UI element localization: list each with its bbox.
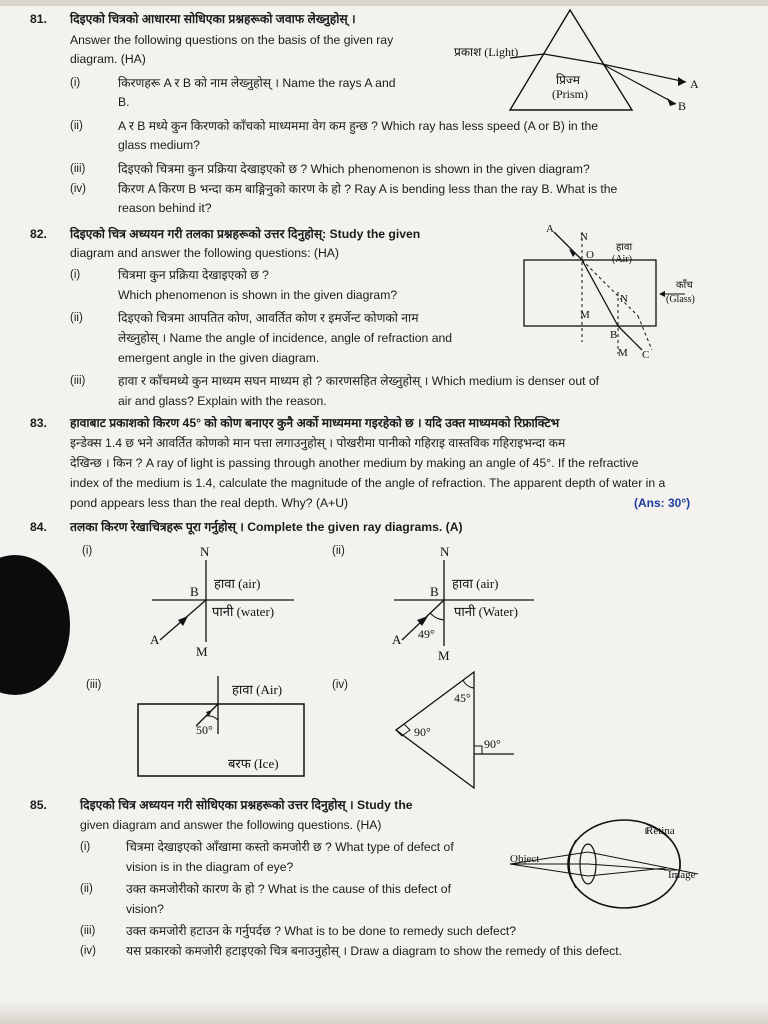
label-b: B	[190, 584, 199, 599]
label-a: A	[546, 223, 554, 235]
q82-number: 82.	[30, 227, 47, 241]
ray-diagram-iv	[388, 666, 528, 792]
q85-number: 85.	[30, 798, 47, 812]
q81-iii-number: (iii)	[70, 163, 86, 175]
arrow-b	[667, 98, 676, 106]
q82-i-number: (i)	[70, 269, 81, 281]
lateral-shift-line	[638, 316, 652, 350]
angle-arc	[206, 716, 218, 720]
ray-a-label: A	[690, 77, 699, 91]
ray-diagram-i	[140, 540, 310, 660]
angle-label: 49°	[418, 627, 435, 641]
label-b: B	[430, 584, 439, 599]
q81-line2: Answer the following questions on the basis of the given ray	[70, 33, 394, 47]
q81-ii-text2: glass medium?	[118, 138, 200, 152]
angle-45-label: 45°	[454, 691, 471, 705]
q85-i-number: (i)	[80, 841, 91, 853]
glass-label-np: काँच	[676, 280, 693, 291]
q85-iii-text: उक्त कमजोरी हटाउन के गर्नुपर्दछ ? What is to be done to remedy such defect?	[126, 924, 517, 938]
q81-line1: दिइएको चित्रको आधारमा सोधिएका प्रश्नहरूको जवाफ लेख्नुहोस् ।	[70, 12, 356, 26]
q83-line5: pond appears less than the real depth. Why? (A+U)	[70, 496, 349, 510]
q81-iii-text: दिइएको चित्रमा कुन प्रक्रिया देखाइएको छ ? Which phenomenon is shown in the given diagram?	[118, 162, 590, 176]
ray-diagram-iii	[132, 672, 322, 782]
angle-arc-top	[463, 680, 474, 688]
label-m1: M	[580, 309, 590, 321]
q81-iv-text2: reason behind it?	[118, 201, 212, 215]
q82-iii-number: (iii)	[70, 375, 86, 387]
q85-iii-number: (iii)	[80, 925, 96, 937]
q81-ii-text: A र B मध्ये कुन किरणको काँचको माध्यममा वेग कम हुन्छ ? Which ray has less speed (A or B) in the	[118, 119, 599, 133]
q82-i-text: चित्रमा कुन प्रक्रिया देखाइएको छ ?	[118, 268, 269, 282]
label-m: M	[196, 644, 208, 659]
eye-diagram	[506, 812, 716, 918]
extended-incident-line	[582, 260, 638, 316]
label-c: C	[642, 349, 650, 361]
q82-ii-number: (ii)	[70, 312, 83, 324]
q81-iv-text: किरण A किरण B भन्दा कम बाङ्गिनुको कारण के हो ? Ray A is bending less than the ray B. What is the	[118, 182, 618, 196]
q84-number: 84.	[30, 520, 47, 534]
q84-d4-number: (iv)	[332, 679, 348, 691]
q84-d3-number: (iii)	[86, 679, 102, 691]
q85-i-text2: vision is in the diagram of eye?	[126, 860, 294, 874]
ray-a	[602, 64, 686, 82]
retina-label: Retina	[646, 825, 675, 837]
q83-line4: index of the medium is 1.4, calculate the magnitude of the angle of refraction. The apparent depth of water in a	[70, 476, 666, 490]
label-a: A	[392, 632, 402, 647]
q81-i-number: (i)	[70, 77, 81, 89]
q85-ii-text: उक्त कमजोरीको कारण के हो ? What is the cause of this defect of	[126, 882, 451, 896]
q82-ii-text3: emergent angle in the given diagram.	[118, 351, 320, 365]
label-n1: N	[580, 231, 588, 243]
finger-shadow	[0, 555, 70, 695]
light-label: प्रकाश (Light)	[454, 45, 519, 59]
q85-i-text: चित्रमा देखाइएको आँखामा कस्तो कमजोरी छ ? What type of defect of	[126, 840, 454, 854]
q82-iii-text: हावा र काँचमध्ये कुन माध्यम सघन माध्यम हो ? कारणसहित लेख्नुहोस् । Which medium is denser out of	[118, 374, 600, 388]
q85-line2: given diagram and answer the following questions. (HA)	[80, 818, 382, 832]
q82-iii-text2: air and glass? Explain with the reason.	[118, 394, 327, 408]
q81-ii-number: (ii)	[70, 120, 83, 132]
arrow-a	[678, 77, 686, 86]
q85-ii-text2: vision?	[126, 902, 164, 916]
q83-line3: देखिन्छ । किन ? A ray of light is passing through another medium by making an angle of 45°. If the refractive	[70, 456, 639, 470]
right-angle-left	[396, 724, 410, 736]
q84-line1: तलका किरण रेखाचित्रहरू पूरा गर्नुहोस् । Complete the given ray diagrams. (A)	[70, 520, 463, 534]
air-label: हावा (air)	[452, 576, 499, 591]
label-m2: M	[618, 347, 628, 359]
label-o: O	[586, 249, 594, 261]
label-n: N	[200, 544, 210, 559]
angle-90-left-label: 90°	[414, 725, 431, 739]
water-label: पानी (water)	[212, 604, 275, 619]
prism-triangle	[396, 672, 474, 788]
ice-label: बरफ (Ice)	[228, 756, 279, 771]
glass-slab	[524, 260, 656, 326]
ray-diagram-ii	[384, 540, 554, 664]
q82-line1: दिइएको चित्र अध्ययन गरी तलका प्रश्नहरूको उत्तर दिनुहोस्: Study the given	[70, 227, 421, 241]
label-n: N	[440, 544, 450, 559]
object-label: Object	[510, 853, 540, 865]
q81-line3: diagram. (HA)	[70, 52, 146, 66]
glass-slab-diagram	[520, 222, 710, 364]
ray-bottom	[510, 864, 588, 876]
q84-d2-number: (ii)	[332, 545, 345, 557]
angle-90-right-label: 90°	[484, 737, 501, 751]
q85-ii-number: (ii)	[80, 883, 93, 895]
air-label: हावा (air)	[214, 576, 261, 591]
prism-label-en: (Prism)	[552, 87, 588, 101]
incident-ray-ao	[554, 232, 582, 260]
label-b: B	[610, 329, 618, 341]
water-label: पानी (Water)	[454, 604, 518, 619]
ray-in-prism	[544, 54, 602, 64]
q83-line2: इन्डेक्स 1.4 छ भने आवर्तित कोणको मान पत्ता लगाउनुहोस् । पोखरीमा पानीको गहिराइ वास्तविक गहिराइभन्दा कम	[70, 436, 566, 450]
q81-iv-number: (iv)	[70, 183, 86, 195]
q85-iv-text: यस प्रकारको कमजोरी हटाइएको चित्र बनाउनुहोस् । Draw a diagram to show the remedy of this defect.	[126, 944, 623, 958]
air-label-en: (Air)	[612, 254, 632, 265]
label-a: A	[150, 632, 160, 647]
angle-arc	[430, 613, 444, 620]
glass-pointer-arrow	[659, 291, 665, 297]
q82-ii-text2: लेख्नुहोस् । Name the angle of incidence, angle of refraction and	[118, 331, 453, 345]
q81-number: 81.	[30, 12, 47, 26]
ray-center-inside	[588, 864, 670, 870]
ray-b	[602, 64, 676, 104]
air-label: हावा (Air)	[232, 682, 283, 697]
q84-d1-number: (i)	[82, 545, 93, 557]
q83-answer: (Ans: 30°)	[634, 496, 691, 510]
page-bottom-shadow	[0, 1000, 768, 1024]
q82-i-text2: Which phenomenon is shown in the given diagram?	[118, 288, 398, 302]
q82-ii-text: दिइएको चित्रमा आपतित कोण, आवर्तित कोण र इमर्जेन्ट कोणको नाम	[118, 311, 419, 325]
right-angle-right	[474, 746, 482, 754]
q83-number: 83.	[30, 416, 47, 430]
q83-line1: हावाबाट प्रकाशको किरण 45° को कोण बनाएर कुनै अर्को माध्यममा गइरहेको छ । यदि उक्त माध्यमको रिफ्राक्टिभ	[70, 416, 560, 430]
prism-diagram	[450, 6, 710, 116]
q82-line2: diagram and answer the following questions: (HA)	[70, 246, 339, 260]
label-n2: N	[620, 293, 628, 305]
air-label-np: हावा	[616, 242, 633, 253]
q81-i-text2: B.	[118, 95, 130, 109]
prism-label-np: प्रिज्म	[556, 73, 580, 87]
incident-arrow	[178, 616, 188, 626]
angle-label: 50°	[196, 723, 213, 737]
ice-block	[138, 704, 304, 776]
q85-line1: दिइएको चित्र अध्ययन गरी सोधिएका प्रश्नहरूको उत्तर दिनुहोस् । Study the	[80, 798, 413, 812]
image-label: Image	[668, 869, 696, 881]
label-m: M	[438, 648, 450, 663]
glass-label-en: (Glass)	[666, 294, 695, 305]
ray-b-label: B	[678, 99, 687, 113]
q81-i-text: किरणहरू A र B को नाम लेख्नुहोस् । Name the rays A and	[118, 76, 396, 90]
q85-iv-number: (iv)	[80, 945, 96, 957]
